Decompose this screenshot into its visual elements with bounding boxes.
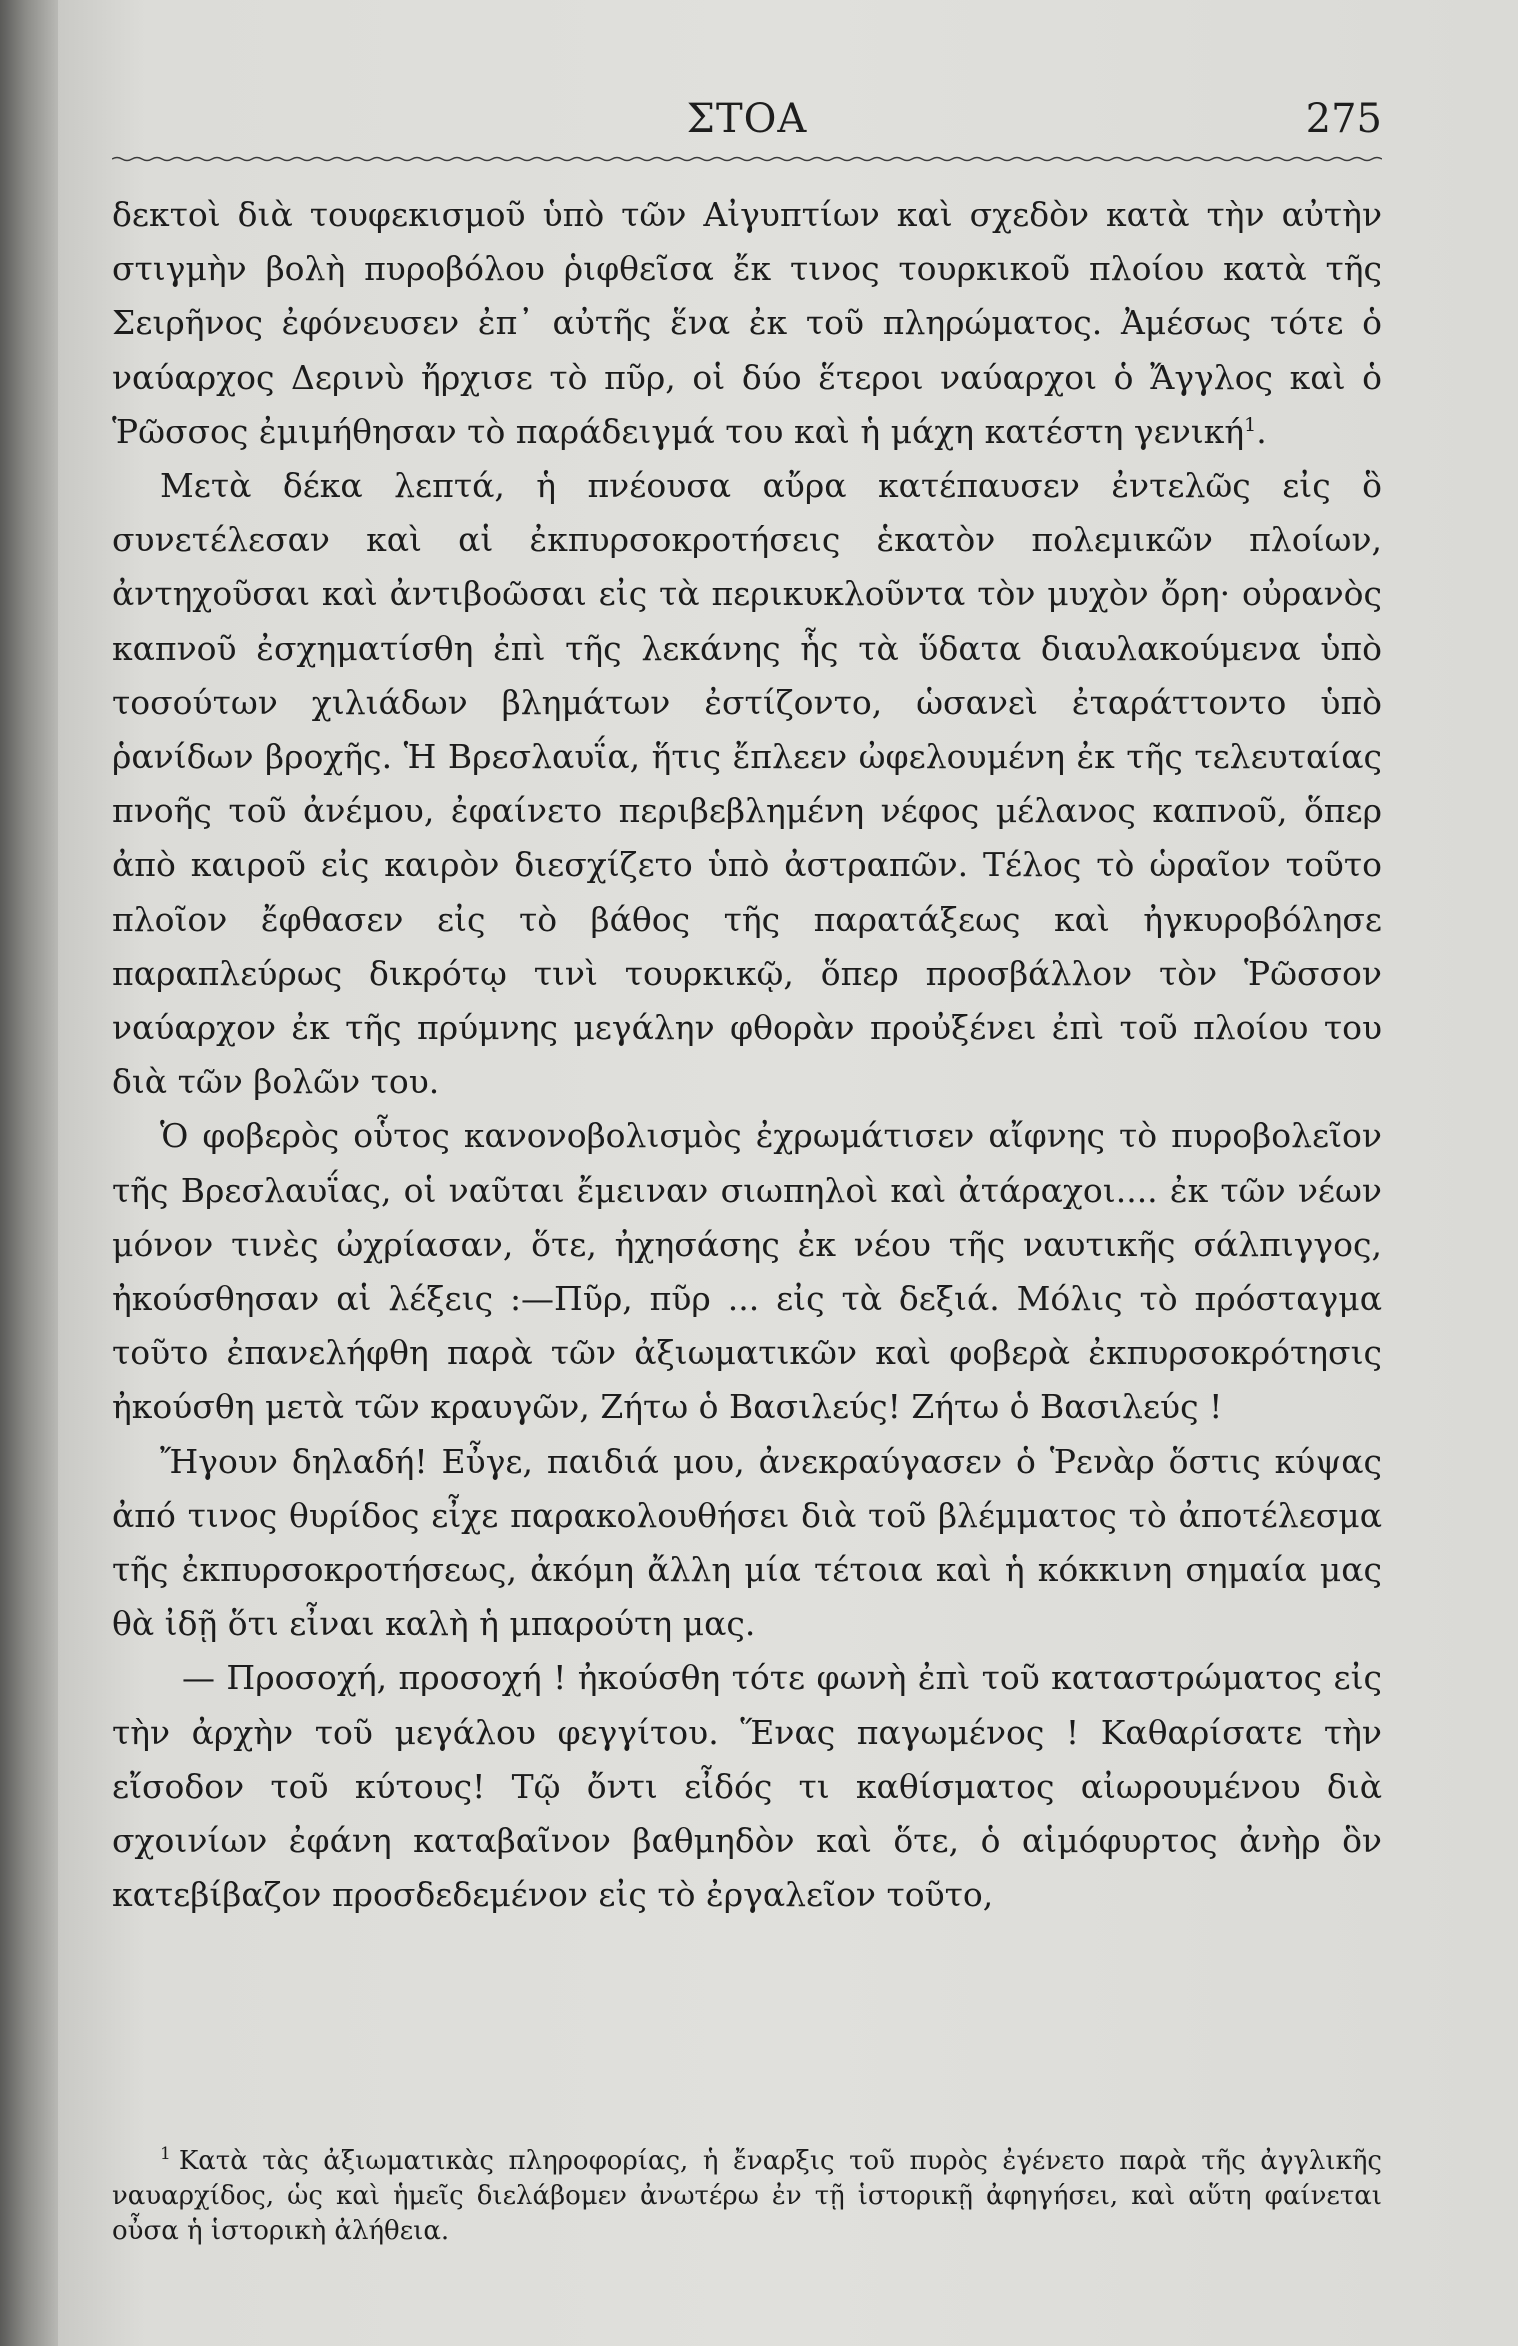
footnote-reference: 1 xyxy=(1244,413,1257,436)
footnote xyxy=(112,2144,1382,2249)
header-rule xyxy=(112,156,1382,162)
footnote-mark: 1 xyxy=(160,2144,171,2165)
body-text xyxy=(112,188,1382,1923)
paragraph: Μετὰ δέκα λεπτά, ἡ πνέουσα αὔρα κατέπαυσεν ἐντελῶς εἰς ὃ συνετέλεσαν καὶ αἱ ἐκπυρσοκροτήσεις ἑκατὸν πολεμικῶν πλοίων, ἀντηχοῦσαι καὶ ἀντιβοῶσαι εἰς τὰ περικυκλοῦντα τὸν μυχὸν ὄρη· οὐρανὸς καπνοῦ ἐσχηματίσθη ἐπὶ τῆς λεκάνης ἧς τὰ ὕδατα διαυλακούμενα ὑπὸ τοσούτων χιλιάδων βλημάτων ἐστίζοντο, ὡσανεὶ ἐταράττοντο ὑπὸ ῥανίδων βροχῆς. Ἡ Βρεσλαυΐα, ἥτις ἔπλεεν ὠφελουμένη ἐκ τῆς τελευταίας πνοῆς τοῦ ἀνέμου, ἐφαίνετο περιβεβλημένη νέφος μέλανος καπνοῦ, ὅπερ ἀπὸ καιροῦ εἰς καιρὸν διεσχίζετο ὑπὸ ἀστραπῶν. Τέλος τὸ ὡραῖον τοῦτο πλοῖον ἔφθασεν εἰς τὸ βάθος τῆς παρατάξεως καὶ ἠγκυροβόλησε παραπλεύρως δικρότῳ τινὶ τουρκικῷ, ὅπερ προσβάλλον τὸν Ῥῶσσον ναύαρχον ἐκ τῆς πρύμνης μεγάλην φθορὰν προὐξένει ἐπὶ τοῦ πλοίου του διὰ τῶν βολῶν του. xyxy=(112,466,1382,1102)
paragraph: Ἤγουν δηλαδή! Εὖγε, παιδιά μου, ἀνεκραύγασεν ὁ Ῥενὰρ ὅστις κύψας ἀπό τινος θυρίδος εἶχε παρακολουθήσει διὰ τοῦ βλέμματος τὸ ἀποτέλεσμα τῆς ἐκπυρσοκροτήσεως, ἀκόμη ἄλλη μία τέτοια καὶ ἡ κόκκινη σημαία μας θὰ ἰδῇ ὅτι εἶναι καλὴ ἡ μπαρούτη μας. xyxy=(112,1441,1382,1644)
paragraph-text: δεκτοὶ διὰ τουφεκισμοῦ ὑπὸ τῶν Αἰγυπτίων καὶ σχεδὸν κατὰ τὴν αὐτὴν στιγμὴν βολὴ πυροβόλου ῥιφθεῖσα ἔκ τινος τουρκικοῦ πλοίου κατὰ τῆς Σειρῆνος ἐφόνευσεν ἐπ᾽ αὐτῆς ἕνα ἐκ τοῦ πληρώματος. Ἀμέσως τότε ὁ ναύαρχος Δερινὺ ἤρχισε τὸ πῦρ, οἱ δύο ἕτεροι ναύαρχοι ὁ Ἄγγλος καὶ ὁ Ῥῶσσος ἐμιμήθησαν τὸ παράδειγμά του καὶ ἡ μάχη κατέστη γενική xyxy=(112,195,1382,451)
footnote-paragraph xyxy=(112,2144,1382,2249)
paragraph: Ὁ φοβερὸς οὗτος κανονοβολισμὸς ἐχρωμάτισεν αἴφνης τὸ πυροβολεῖον τῆς Βρεσλαυΐας, οἱ ναῦται ἔμειναν σιωπηλοὶ καὶ ἀτάραχοι.... ἐκ τῶν νέων μόνον τινὲς ὠχρίασαν, ὅτε, ἠχησάσης ἐκ νέου τῆς ναυτικῆς σάλπιγγος, ἠκούσθησαν αἱ λέξεις :—Πῦρ, πῦρ ... εἰς τὰ δεξιά. Μόλις τὸ πρόσταγμα τοῦτο ἐπανελήφθη παρὰ τῶν ἀξιωματικῶν καὶ φοβερὰ ἐκπυρσοκρότησις ἠκούσθη μετὰ τῶν κραυγῶν, Ζήτω ὁ Βασιλεύς! Ζήτω ὁ Βασιλεύς ! xyxy=(112,1116,1382,1427)
paragraph: δεκτοὶ διὰ τουφεκισμοῦ ὑπὸ τῶν Αἰγυπτίων καὶ σχεδὸν κατὰ τὴν αὐτὴν στιγμὴν βολὴ πυροβόλου ῥιφθεῖσα ἔκ τινος τουρκικοῦ πλοίου κατὰ τῆς Σειρῆνος ἐφόνευσεν ἐπ᾽ αὐτῆς ἕνα ἐκ τοῦ πληρώματος. Ἀμέσως τότε ὁ ναύαρχος Δερινὺ ἤρχισε τὸ πῦρ, οἱ δύο ἕτεροι ναύαρχοι ὁ Ἄγγλος καὶ ὁ Ῥῶσσος ἐμιμήθησαν τὸ παράδειγμά του καὶ ἡ μάχη κατέστη γενική$^1$. xyxy=(112,195,1382,451)
running-head: ΣΤΟΑ xyxy=(686,96,808,142)
page-header xyxy=(112,92,1382,152)
footnote-text: Κατὰ τὰς ἀξιωματικὰς πληροφορίας, ἡ ἔναρξις τοῦ πυρὸς ἐγένετο παρὰ τῆς ἀγγλικῆς ναυαρχίδος, ὡς καὶ ἡμεῖς διελάβομεν ἀνωτέρω ἐν τῇ ἱστορικῇ ἀφηγήσει, καὶ αὕτη φαίνεται οὖσα ἡ ἱστορικὴ ἀλήθεια. xyxy=(112,2146,1382,2246)
book-spine-shadow xyxy=(0,0,58,2346)
page-number: 275 xyxy=(1305,96,1382,142)
paragraph: — Προσοχή, προσοχή ! ἠκούσθη τότε φωνὴ ἐπὶ τοῦ καταστρώματος εἰς τὴν ἀρχὴν τοῦ μεγάλου φεγγίτου. Ἕνας παγωμένος ! Καθαρίσατε τὴν εἴσοδον τοῦ κύτους! Τῷ ὄντι εἶδός τι καθίσματος αἰωρουμένου διὰ σχοινίων ἐφάνη καταβαῖνον βαθμηδὸν καὶ ὅτε, ὁ αἱμόφυρτος ἀνὴρ ὃν κατεβίβαζον προσδεδεμένον εἰς τὸ ἐργαλεῖον τοῦτο, xyxy=(112,1658,1382,1915)
